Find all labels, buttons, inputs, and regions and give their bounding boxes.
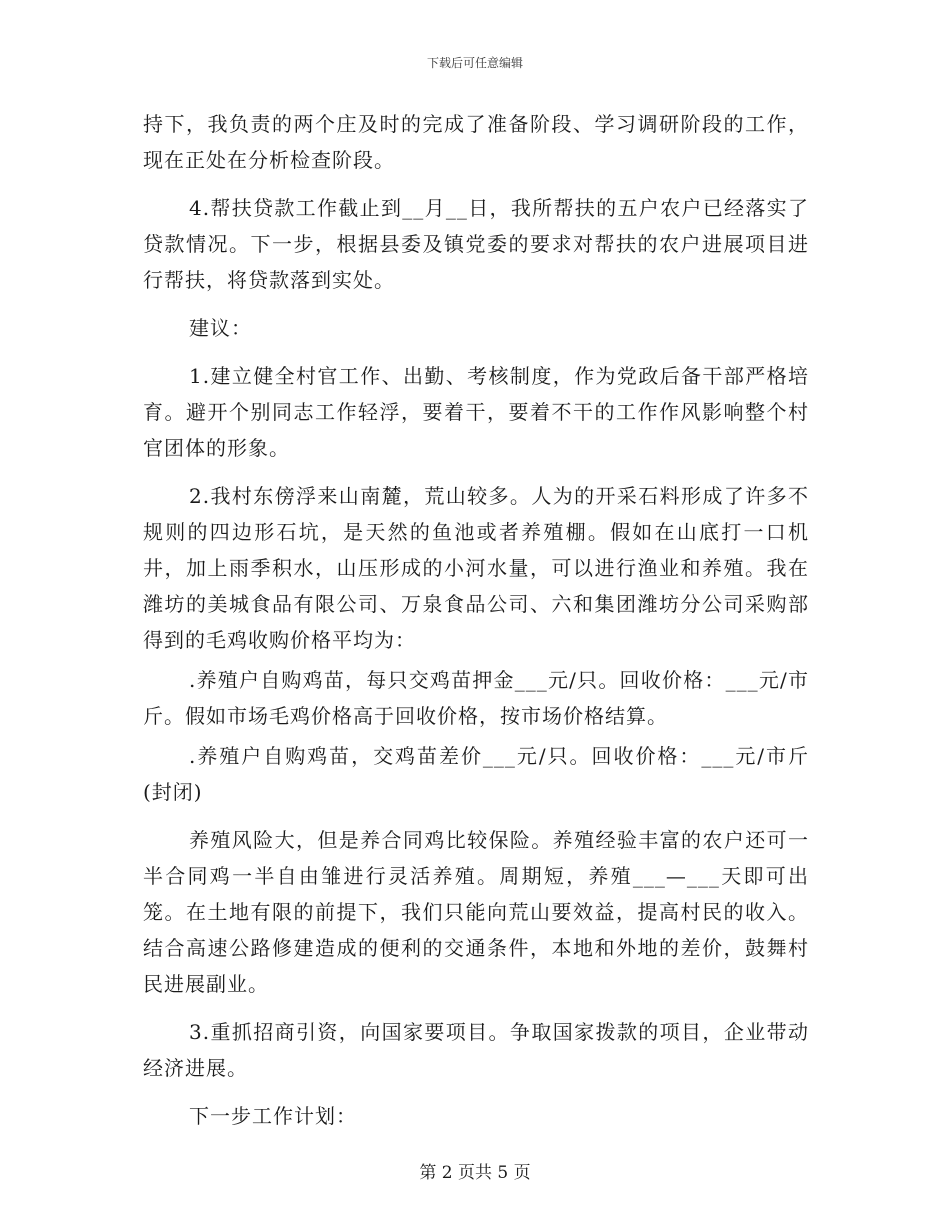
page-indicator: 第 2 页共 5 页 xyxy=(419,1163,531,1183)
paragraph-suggestion-1: 1.建立健全村官工作、出勤、考核制度，作为党政后备干部严格培育。避开个别同志工作轻浮，要着干，要着不干的工作作风影响整个村官团体的形象。 xyxy=(143,364,809,460)
header-note: 下载后可任意编辑 xyxy=(426,56,523,70)
paragraph-pricing-option-1: .养殖户自购鸡苗，每只交鸡苗押金___元/只。回收价格：___元/市斤。假如市场毛鸡价格高于回收价格，按市场价格结算。 xyxy=(143,668,809,728)
document-body xyxy=(143,106,809,1146)
paragraph-next-plan-heading: 下一步工作计划： xyxy=(189,1104,357,1128)
paragraph-suggestion-2: 2.我村东傍浮来山南麓，荒山较多。人为的开采石料形成了许多不规则的四边形石坑，是天然的鱼池或者养殖棚。假如在山底打一口机井，加上雨季积水，山压形成的小河水量，可以进行渔业和养殖。我在潍坊的美城食品有限公司、万泉食品公司、六和集团潍坊分公司采购部得到的毛鸡收购价格平均为： xyxy=(143,484,809,652)
paragraph-continuation: 持下，我负责的两个庄及时的完成了准备阶段、学习调研阶段的工作，现在正处在分析检查阶段。 xyxy=(143,112,809,172)
paragraph-farming-risk: 养殖风险大，但是养合同鸡比较保险。养殖经验丰富的农户还可一半合同鸡一半自由雏进行灵活养殖。周期短，养殖___—___天即可出笼。在土地有限的前提下，我们只能向荒山要效益，提高村民的收入。结合高速公路修建造成的便利的交通条件，本地和外地的差价，鼓舞村民进展副业。 xyxy=(143,828,809,996)
paragraph-pricing-option-2: .养殖户自购鸡苗，交鸡苗差价___元/只。回收价格：___元/市斤(封闭) xyxy=(143,744,809,804)
paragraph-suggestion-3: 3.重抓招商引资，向国家要项目。争取国家拨款的项目，企业带动经济进展。 xyxy=(143,1020,809,1080)
paragraph-item-4: 4.帮扶贷款工作截止到__月__日，我所帮扶的五户农户已经落实了贷款情况。下一步，根据县委及镇党委的要求对帮扶的农户进展项目进行帮扶，将贷款落到实处。 xyxy=(143,196,809,292)
paragraph-suggestions-heading: 建议： xyxy=(189,316,252,340)
